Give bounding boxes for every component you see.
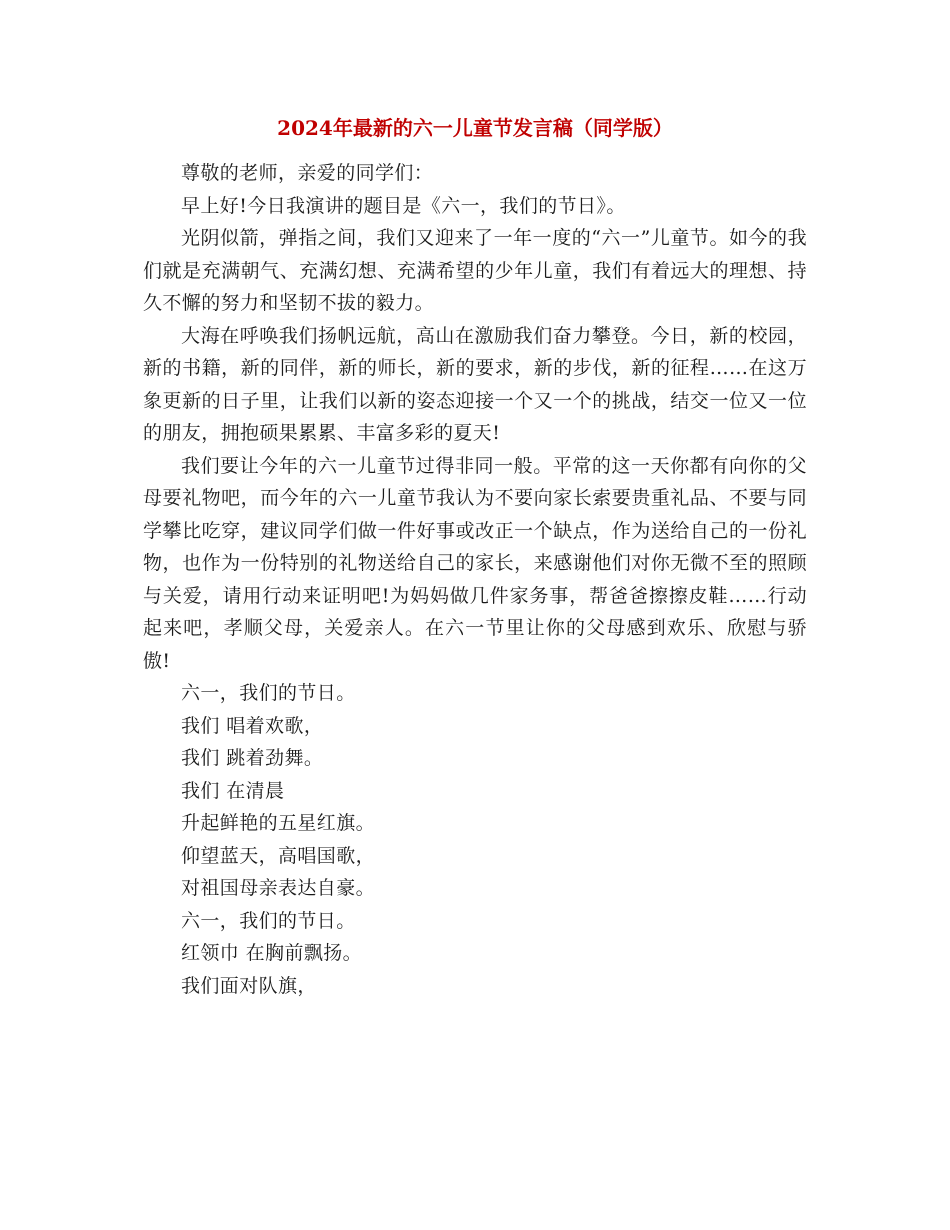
poem-line: 升起鲜艳的五星红旗。 <box>181 812 376 834</box>
poem-line: 我们 在清晨 <box>181 779 285 802</box>
body-paragraph: 我们要让今年的六一儿童节过得非同一般。平常的这一天你都有向你的父母要礼物吧，而今年的六一儿童节我认为不要向家长索要贵重礼品、不要与同学攀比吃穿，建议同学们做一件好事或改正一个缺点，作为送给自己的一份礼物，也作为一份特别的礼物送给自己的家长，来感谢他们对你无微不至的照顾与关爱，请用行动来证明吧!为妈妈做几件家务事，帮爸爸擦擦皮鞋……行动起来吧，孝顺父母，关爱亲人。在六一节里让你的父母感到欢乐、欣慰与骄傲! <box>143 454 807 672</box>
poem-line: 仰望蓝天，高唱国歌， <box>181 844 376 867</box>
body-paragraph: 大海在呼唤我们扬帆远航，高山在激励我们奋力攀登。今日，新的校园，新的书籍，新的同伴，新的师长，新的要求，新的步伐，新的征程……在这万象更新的日子里，让我们以新的姿态迎接一个又一个的挑战，结交一位又一位的朋友，拥抱硕果累累、丰富多彩的夏天! <box>143 324 807 444</box>
poem-line: 我们面对队旗， <box>181 974 317 997</box>
document-body <box>143 157 807 1002</box>
poem-line: 我们 跳着劲舞。 <box>181 747 324 769</box>
poem-line: 我们 唱着欢歌， <box>181 714 324 737</box>
poem-line: 六一，我们的节日。 <box>181 682 356 704</box>
poem-line: 六一，我们的节日。 <box>181 909 356 932</box>
opening-paragraph: 早上好!今日我演讲的题目是《六一，我们的节日》。 <box>181 194 626 217</box>
poem-line: 对祖国母亲表达自豪。 <box>181 877 376 899</box>
body-paragraph: 光阴似箭，弹指之间，我们又迎来了一年一度的“六一”儿童节。如今的我们就是充满朝气、充满幻想、充满希望的少年儿童，我们有着远大的理想、持久不懈的努力和坚韧不拔的毅力。 <box>143 227 807 314</box>
poem-line: 红领巾 在胸前飘扬。 <box>181 942 363 964</box>
greeting-paragraph: 尊敬的老师，亲爱的同学们： <box>181 162 434 184</box>
document-title: 2024年最新的六一儿童节发言稿（同学版） <box>277 116 673 140</box>
